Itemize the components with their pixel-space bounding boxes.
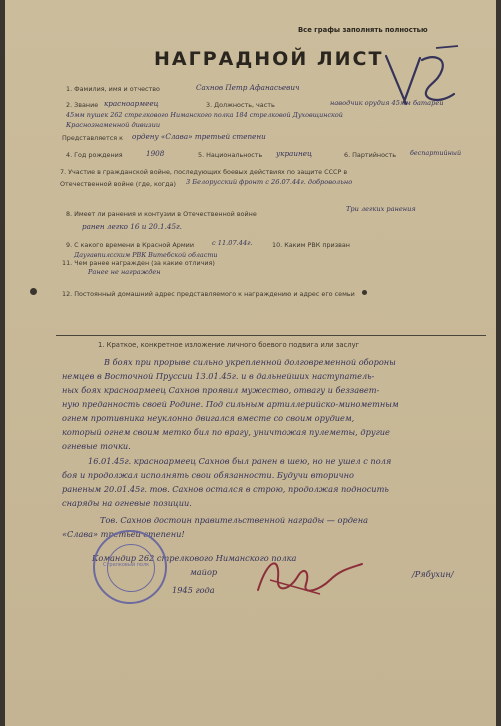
scan-edge-right xyxy=(496,0,501,726)
field-position-label: 3. Должность, часть xyxy=(206,101,275,109)
field-prev-awards-label: 11. Чем ранее награжден (за какие отличия) xyxy=(62,259,215,267)
commander-line: Командир 262 стрелкового Ниманского полка xyxy=(92,553,297,563)
field-party-label: 6. Партийность xyxy=(344,151,397,159)
field-service-label: 7. Участие в гражданской войне, последующих боевых действиях по защите СССР в xyxy=(60,168,348,176)
section-divider xyxy=(56,335,486,336)
field-name-value: Сахнов Петр Афанасьевич xyxy=(196,83,300,92)
field-position-value-line3: Краснознаменной дивизии xyxy=(66,121,161,129)
stamp-text: Стрелковый полк xyxy=(103,562,150,568)
scan-edge-left xyxy=(0,0,5,726)
field-position-value-line2: 45мм пушек 262 стрелкового Ниманского полка 184 стрелковой Духовщинской xyxy=(66,111,343,119)
feat-line: ных боях красноармеец Сахнов проявил мужество, отвагу и беззавет- xyxy=(62,385,380,395)
feat-line: огневые точки. xyxy=(62,441,131,451)
field-rvk-value: Даугавпилсским РВК Витебской области xyxy=(74,251,218,259)
feat-line: который огнем своим метко бил по врагу, уничтожая пулеметы, другие xyxy=(62,427,390,437)
field-nationality-label: 5. Национальность xyxy=(198,151,263,159)
field-birthyear-label: 4. Год рождения xyxy=(66,151,123,159)
field-birthyear-value: 1908 xyxy=(146,149,165,158)
field-service-value: 3 Белорусский фронт с 26.07.44г. добровольно xyxy=(186,178,353,186)
field-party-value: беспартийный xyxy=(410,149,462,157)
ink-dot xyxy=(362,290,367,295)
stamp-inner-ring xyxy=(107,544,155,592)
page-title: НАГРАДНОЙ ЛИСТ xyxy=(154,48,384,70)
commander-name: /Рябухин/ xyxy=(412,569,454,579)
field-position-value: наводчик орудия 45мм батарей xyxy=(330,99,444,107)
field-army-since-label: 9. С какого времени в Красной Армии xyxy=(66,241,194,249)
feat-line: боя и продолжал исполнять свои обязанности. Будучи вторично xyxy=(62,470,354,480)
field-name-label: 1. Фамилия, имя и отчество xyxy=(66,85,160,93)
header-note: Все графы заполнять полностью xyxy=(298,26,428,34)
feat-line: немцев в Восточной Пруссии 13.01.45г. и в дальнейших наступатель- xyxy=(62,371,375,381)
feat-line: снаряды на огневые позиции. xyxy=(62,498,192,508)
field-army-since-value: с 11.07.44г. xyxy=(212,239,253,247)
feat-line: Тов. Сахнов достоин правительственной награды — ордена xyxy=(100,515,369,525)
feat-line: 16.01.45г. красноармеец Сахнов был ранен в шею, но не ушел с поля xyxy=(88,456,392,466)
punch-hole-mark xyxy=(30,288,37,295)
field-present-label: Представляется к xyxy=(62,134,123,142)
feat-line: В боях при прорыве сильно укрепленной долговременной обороны xyxy=(104,357,396,367)
feat-heading: 1. Краткое, конкретное изложение личного боевого подвига или заслуг xyxy=(98,341,360,349)
field-address-label: 12. Постоянный домашний адрес представляемого к награждению и адрес его семьи xyxy=(62,290,355,298)
commander-signature xyxy=(250,550,370,605)
field-present-value: ордену «Слава» третьей степени xyxy=(132,132,266,141)
feat-line: огнем противника неуклонно двигался вместе со своим орудием, xyxy=(62,413,355,423)
field-rvk-label: 10. Каким РВК призван xyxy=(272,241,350,249)
feat-line: «Слава» третьей степени! xyxy=(62,529,185,539)
field-wounds-value-line2: ранен легко 16 и 20.1.45г. xyxy=(82,222,182,231)
field-rank-label: 2. Звание xyxy=(66,101,99,109)
feat-line: ную преданность своей Родине. Под сильным артиллерийско-минометным xyxy=(62,399,399,409)
field-nationality-value: украинец xyxy=(276,149,312,158)
feat-line: раненым 20.01.45г. тов. Сахнов остался в строю, продолжая подносить xyxy=(62,484,389,494)
field-rank-value: красноармеец xyxy=(104,99,159,108)
commander-rank: майор xyxy=(190,567,218,577)
regiment-stamp xyxy=(93,530,167,604)
field-wounds-value: Три легких ранения xyxy=(346,205,416,213)
field-wounds-label: 8. Имеет ли ранения и контузии в Отечественной войне xyxy=(66,210,257,218)
sheet-date: 1945 года xyxy=(172,585,215,595)
field-service-label-line2: Отечественной войне (где, когда) xyxy=(60,180,176,188)
field-prev-awards-value: Ранее не награжден xyxy=(88,268,161,276)
